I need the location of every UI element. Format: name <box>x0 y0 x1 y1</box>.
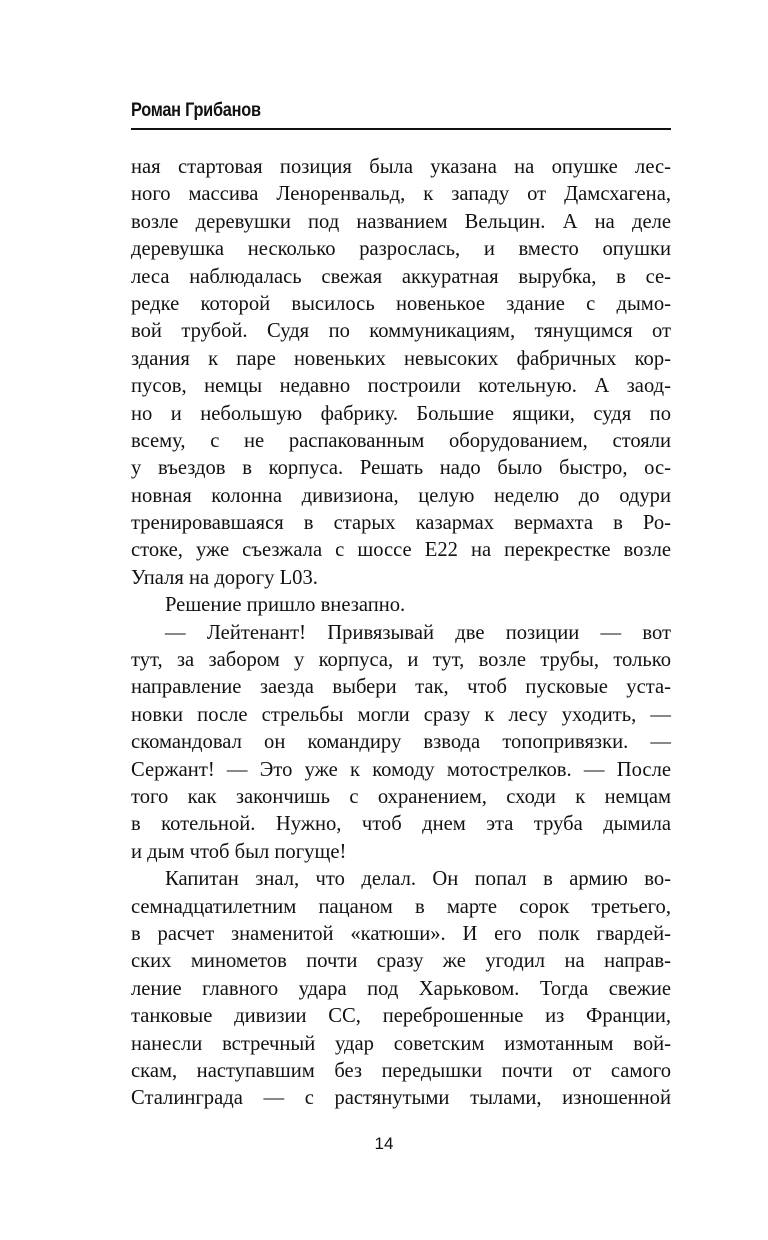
text-line: скомандовал он командиру взвода топопривязки. — <box>131 731 671 754</box>
text-line: Сержант! — Это уже к комоду мотострелков. — После <box>131 758 671 781</box>
text-line: тренировавшаяся в старых казармах вермахта в Ро- <box>131 512 671 535</box>
text-line: деревушка несколько разрослась, и вместо опушки <box>131 238 671 261</box>
text-line: того как закончишь с охранением, сходи к немцам <box>131 785 671 808</box>
text-line: танковые дивизии СС, переброшенные из Франции, <box>131 1005 671 1028</box>
text-line: ная стартовая позиция была указана на опушке лес- <box>131 156 671 178</box>
text-line: новная колонна дивизиона, целую неделю до одури <box>131 484 671 507</box>
text-line: тут, за забором у корпуса, и тут, возле трубы, только <box>131 649 671 672</box>
text-line: стоке, уже съезжала с шоссе Е22 на перекрестке возле <box>131 539 671 562</box>
running-head <box>131 98 671 130</box>
text-line-paragraph-start: Капитан знал, что делал. Он попал в армию во- <box>165 868 671 891</box>
page-number: 14 <box>374 1134 394 1153</box>
text-line: в котельной. Нужно, чтоб днем эта труба дымила <box>131 813 671 836</box>
text-line-paragraph-end: и дым чтоб был погуще! <box>131 840 347 863</box>
text-line: ских минометов почти сразу же угодил на направ- <box>131 950 671 973</box>
text-line: вой трубой. Судя по коммуникациям, тянущимся от <box>131 320 671 343</box>
text-line-paragraph-start: Решение пришло внезапно. <box>165 594 406 617</box>
text-line: у въездов в корпуса. Решать надо было быстро, ос- <box>131 457 671 480</box>
text-line: новки после стрельбы могли сразу к лесу уходить, — <box>131 703 671 726</box>
text-line-paragraph-start: — Лейтенант! Привязывай две позиции — вот <box>165 621 671 644</box>
text-line: скам, наступавшим без передышки почти от самого <box>131 1059 671 1082</box>
text-line-paragraph-end: Упаля на дорогу L03. <box>131 566 318 589</box>
text-line: возле деревушки под названием Вельцин. А на деле <box>131 210 671 233</box>
text-line: леса наблюдалась свежая аккуратная вырубка, в се- <box>131 265 671 288</box>
text-line: нанесли встречный удар советским измотанным вой- <box>131 1032 671 1055</box>
text-line: пусов, немцы недавно построили котельную. А заод- <box>131 375 671 398</box>
text-line: ление главного удара под Харьковом. Тогда свежие <box>131 977 671 1000</box>
text-line: здания к паре новеньких невысоких фабричных кор- <box>131 347 671 370</box>
text-line: редке которой высилось новенькое здание с дымо- <box>131 292 671 315</box>
text-line: семнадцатилетним пацаном в марте сорок третьего, <box>131 895 671 918</box>
text-line: направление заезда выбери так, чтоб пусковые уста- <box>131 676 671 699</box>
text-line: всему, с не распакованным оборудованием, стояли <box>131 429 671 452</box>
text-line: в расчет знаменитой «катюши». И его полк гвардей- <box>131 922 671 945</box>
text-line: ного массива Леноренвальд, к западу от Дамсхагена, <box>131 183 671 206</box>
text-line: но и небольшую фабрику. Большие ящики, судя по <box>131 402 671 425</box>
body-text <box>131 154 671 1113</box>
text-line: Сталинграда — с растянутыми тылами, изношенной <box>131 1087 671 1110</box>
running-head-title: Роман Грибанов <box>131 100 261 121</box>
